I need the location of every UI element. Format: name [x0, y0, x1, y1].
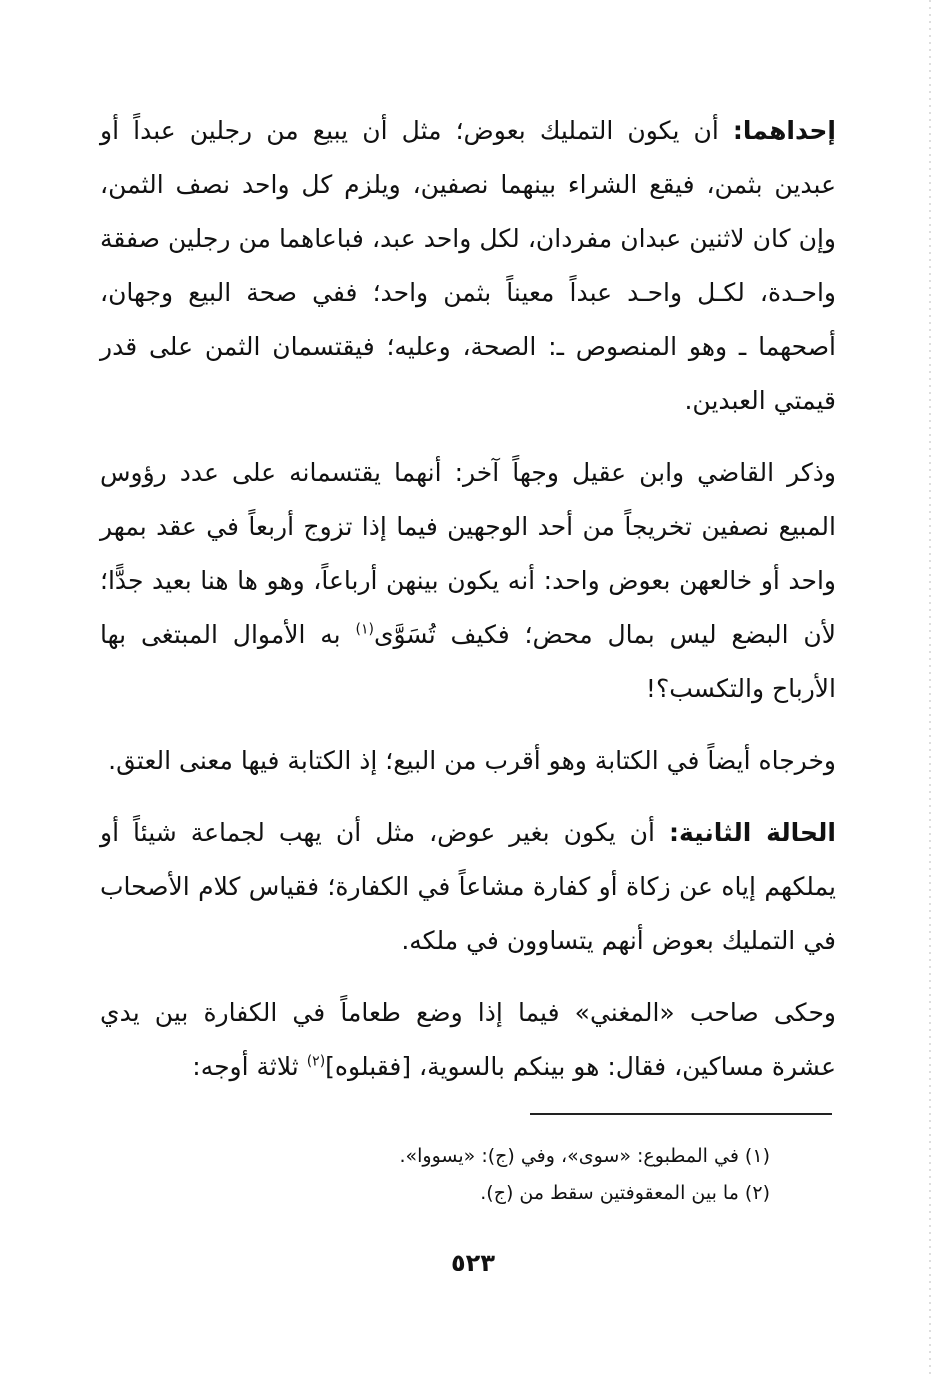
footnote-ref-1[interactable]: (١) [355, 621, 374, 638]
paragraph-first-case [100, 104, 836, 428]
paragraph-kitaba [100, 734, 836, 788]
kitaba-text: وخرجاه أيضاً في الكتابة وهو أقرب من البيع؛ إذ الكتابة فيها معنى العتق. [108, 746, 836, 775]
footnote-ref-2[interactable]: (٢) [306, 1053, 326, 1070]
mughni-text-after-note: ثلاثة أوجه: [192, 1052, 307, 1081]
first-case-heading: إحداهما: [732, 116, 836, 145]
first-case-body: أن يكون التمليك بعوض؛ مثل أن يبيع من رجلين عبداً أو عبدين بثمن، فيقع الشراء بينهما نصفين، ويلزم كل واحد نصف الثمن، وإن كان لاثنين عبدان مفردان، لكل واحد عبد، فباعاهما من رجلين صفقة واحـدة، لكـل واحـد عبداً معيناً بثمن واحد؛ ففي صحة البيع وجهان، أصحهما ـ وهو المنصوص ـ: الصحة، وعليه؛ فيقتسمان الثمن على قدر قيمتي العبدين. [100, 116, 836, 415]
paragraph-qadi-ibn-aqil [100, 446, 836, 716]
main-text [100, 104, 836, 1112]
qadi-text-after-note: به الأموال المبتغى بها الأرباح والتكسب؟! [100, 620, 836, 703]
footnotes [300, 1138, 770, 1212]
paragraph-second-case [100, 806, 836, 968]
second-case-heading: الحالة الثانية: [669, 818, 836, 847]
page-number: ٥٢٣ [451, 1249, 495, 1277]
second-case-body: أن يكون بغير عوض، مثل أن يهب لجماعة شيئاً أو يملكهم إياه عن زكاة أو كفارة مشاعاً في الكفارة؛ فقياس كلام الأصحاب في التمليك بعوض أنهم يتساوون في ملكه. [100, 818, 836, 955]
paragraph-mughni [100, 986, 836, 1094]
mughni-text-before-note: وحكى صاحب «المغني» فيما إذا وضع طعاماً في الكفارة بين يدي عشرة مساكين، فقال: هو بينكم بالسوية، [فقبلوه] [100, 998, 836, 1081]
scan-edge [929, 0, 931, 1374]
footnote-1: (١) في المطبوع: «سوى»، وفي (ج): «يسووا». [399, 1145, 770, 1167]
qadi-text-before-note: وذكر القاضي وابن عقيل وجهاً آخر: أنهما يقتسمانه على عدد رؤوس المبيع نصفين تخريجاً من أحد الوجهين فيما إذا تزوج أربعاً في عقد بمهر واحد أو خالعهن بعوض واحد: أنه يكون بينهن أرباعاً، وهو ها هنا بعيد جدًّا؛ لأن البضع ليس بمال محض؛ فكيف تُسَوَّى [100, 458, 836, 649]
footnote-2: (٢) ما بين المعقوفتين سقط من (ج). [480, 1182, 770, 1204]
footnote-separator [530, 1113, 832, 1115]
